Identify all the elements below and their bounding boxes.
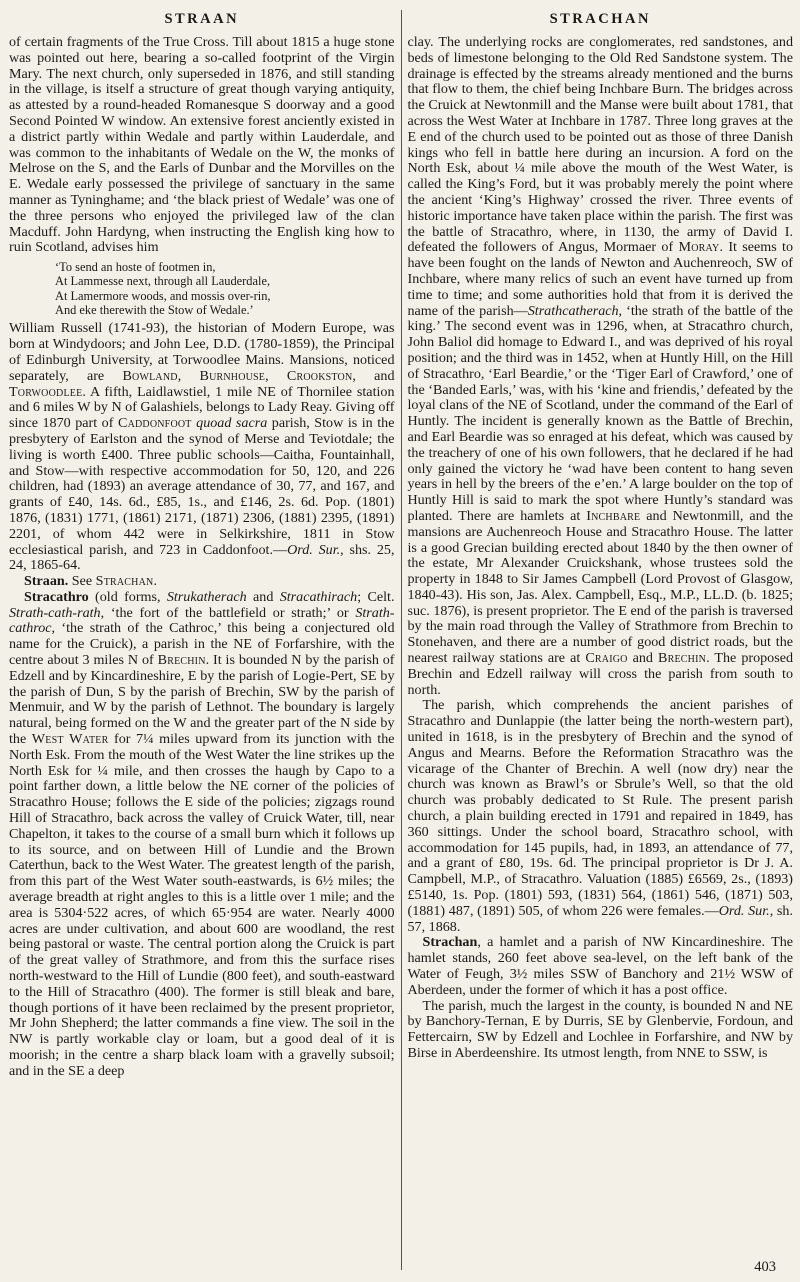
strachan-parish-paragraph	[408, 999, 794, 1062]
text-segment: See	[68, 573, 96, 590]
entry-strachan	[408, 935, 794, 998]
text-segment: Strukatherach	[166, 588, 247, 605]
text-segment: Stracathirach	[279, 588, 358, 605]
text-segment: Strath-cath-rath	[9, 604, 101, 621]
cross-reference: Brechin	[157, 652, 206, 669]
text-segment: ,	[265, 367, 287, 384]
stow-continuation-paragraph	[9, 35, 395, 256]
text-segment: and	[627, 650, 659, 667]
text-segment: , a hamlet and a parish of NW Kincardineshire. The hamlet stands, 260 feet above sea-level, on the left bank of the Water of Feugh, 3½ miles SSW of Banchory and 21½ WSW of Aberdeen, under the former of which it has a post office.	[407, 934, 793, 998]
cross-reference: West Water	[31, 731, 109, 748]
verse-line: At Lamermore woods, and mossis over-rin,	[55, 288, 271, 303]
entry-stracathro	[9, 590, 395, 1080]
text-segment: , sh. 57, 1868.	[407, 902, 793, 935]
verse-line: At Lammesse next, through all Lauderdale,	[55, 274, 271, 289]
cross-reference: Crookston	[286, 367, 353, 384]
cross-reference: Inchbare	[586, 507, 641, 524]
right-column-running-head: STRACHAN	[549, 11, 651, 27]
text-segment: , ‘the strath of the Cathroc,’ this being a conjectured old name for the Cruick), a parish in the NE of Forfarshire, with the centre about 3 miles N of	[9, 620, 395, 669]
text-segment: William Russell (1741-93), the historian of Modern Europe, was born at Windydoors; and John Lee, D.D. (1780-1859), the Principal of Edinburgh University, at Torwoodlee Mains. Mansions, noticed separately, are	[9, 320, 395, 384]
cross-reference: Strachan	[95, 573, 154, 590]
text-segment: ; Celt.	[357, 588, 395, 605]
stracathro-continuation-paragraph	[408, 35, 794, 698]
column-divider-rule	[401, 10, 402, 1270]
text-segment: for 7¼ miles upward from its junction with the North Esk. From the mouth of the West Water the line strikes up the North Esk for ¼ mile, and then crosses the haugh by Capo to a point farther down, a little below the NE corner of the policies of Stracathro House; follows the E side of the policies; zigzags round Hill of Stracathro, back across the valley of Cruick Water, till, near Chapelton, it takes to the course of a small burn which it follows up to its source, and on between Hill of Lundie and the Brown Caterthun, back to the West Water. The greatest length of the parish, from this part of the West Water south-eastwards, is 6½ miles; the average breadth at right angles to this is a little over 1 mile; and the area is 5304·522 acres, of which 65·954 are water. Nearly 4000 acres are under cultivation, and about 600 are woodland, the rest being pastoral or waste. The central portion along the Cruick is part of the great valley of Strathmore, and from this the surface rises north-westward to the Hill of Lundie (800 feet), and south-eastward to the Hill of Stracathro (400). The former is still bleak and bare, though portions of it have been reclaimed by the present proprietor, Mr John Shepherd; the latter commands a fine view. The soil in the NW is partly workable clay or loam, but a good deal of it is moorish; in the centre a sharp black loam with a gravelly subsoil; and in the SE a deep	[9, 731, 395, 1079]
text-segment: , and	[352, 367, 395, 384]
left-column	[9, 9, 395, 1080]
text-segment: , ‘the fort of the battlefield or strath;’ or	[100, 604, 356, 621]
entry-lead-word: Straan.	[24, 573, 69, 590]
text-segment: clay. The underlying rocks are conglomerates, red sandstones, and beds of limestone belonging to the Old Red Sandstone system. The drainage is effected by the streams already mentioned and the burns that flow to them, the chief being Inchbare Burn. The bridges across the Cruick at Newtonmill and the Manse were built about 1781, that across the West Water at Inchbare in 1787. Three long graves at the E end of the church used to be pointed out as those of three Danish kings who fell in battle here during an incursion. A ford on the North Esk, about ¼ mile above the mouth of the West Water, is called the King’s Ford, but it was probably merely the point where the ancient ‘King’s Highway’ crossed the river. Three events of historic importance have taken place within the parish. The first was the battle of Stracathro, where, in 1130, the army of David I. defeated the followers of Angus, Mormaer of	[407, 34, 793, 256]
text-segment: (old forms,	[88, 588, 167, 605]
cross-reference: Brechin	[658, 650, 707, 667]
cross-reference: Moray	[678, 239, 720, 256]
text-segment: The parish, which comprehends the ancient parishes of Stracathro and Dunlappie (the latter being the north-western part), united in 1618, is in the presbytery of Brechin and the synod of Angus and Mearns. Before the Reformation Stracathro was the vicarage of the Chanter of Brechin. A well (now dry) near the church was known as Brawl’s or Sbrule’s Well, so that the old church was probably dedicated to St Rule. The present parish church, a plain building erected in 1791 and repaired in 1849, has 360 sittings. Under the school board, Stracathro school, with accommodation for 145 pupils, had, in 1893, an attendance of 77, and a grant of £80, 19s. 6d. The principal proprietor is Dr J. A. Campbell, M.P., of Stracathro. Valuation (1885) £6569, 2s., (1893) £5140, 1s. Pop. (1801) 593, (1831) 564, (1861) 546, (1871) 503, (1881) 487, (1891) 505, of whom 226 were females.—	[407, 697, 793, 919]
page-number: 403	[754, 1259, 776, 1275]
text-segment: Ord. Sur.	[718, 902, 770, 919]
text-segment: quoad sacra	[196, 415, 268, 432]
text-segment: of certain fragments of the True Cross. Till about 1815 a huge stone was pointed out here, bearing a so-called footprint of the Virgin Mary. The next church, only superseded in 1876, and still standing in the village, is itself a structure of great though varying antiquity, as attested by a round-headed Romanesque S doorway and a good Second Pointed W window. An extensive forest anciently existed in a district partly within Wedale and partly within Lauderdale, and was common to the inhabitants of Wedale on the W, the monks of Melrose on the S, and the Earls of Dunbar and the Morvilles on the E. Wedale early possessed the privilege of sanctuary in the same manner as Tyninghame; and ‘the black priest of Wedale’ was one of the three persons who enjoyed the privileged law of the clan Macduff. John Hardyng, when instructing the English king how to ruin Scotland, advises him	[9, 34, 395, 256]
text-segment: Ord. Sur.	[287, 541, 341, 558]
entry-straan	[9, 574, 395, 590]
text-segment: , shs. 25, 24, 1865-64.	[9, 541, 395, 574]
cross-reference: Torwoodlee	[9, 383, 83, 400]
stracathro-parish-paragraph	[408, 698, 794, 935]
cross-reference: Caddonfoot	[117, 415, 192, 432]
text-segment: . It is bounded N by the parish of Edzell and by Kincardineshire, E by the parish of Logie-Pert, SE by the parish of Dun, S by the parish of Brechin, SW by the parish of Menmuir, and W by the parish of Lethnot. The boundary is largely natural, being formed on the W and the greater part of the N side by the	[9, 652, 395, 748]
text-segment: . The proposed Brechin and Edzell railway will cross the parish from south to north.	[407, 650, 793, 698]
entry-lead-word: Stracathro	[24, 588, 89, 605]
cross-reference: Burnhouse	[199, 367, 266, 384]
text-segment: . It seems to have been fought on the lands of Newton and Auchenreoch, SW of Inchbare, where many relics of such an event have turned up from time to time; and some authorities hold that from it is derived the name of the parish—	[407, 239, 793, 319]
stow-statistics-paragraph	[9, 321, 395, 574]
text-segment: parish, Stow is in the presbytery of Earlston and the synod of Merse and Teviotdale; the living is worth £400. Three public schools—Caitha, Fountainhall, and Stow—with respective accommodation for 50, 120, and 226 children, had (1893) an average attendance of 30, 77, and 167, and grants of £40, 14s. 6d., £85, 1s., and £146, 2s. 6d. Pop. (1801) 1876, (1831) 1771, (1861) 2171, (1871) 2306, (1881) 2395, (1891) 2201, of whom 442 were in Selkirkshire, 1811 in Stow ecclesiastical parish, and 723 in Caddonfoot.—	[9, 415, 395, 558]
text-segment: and Newtonmill, and the mansions are Auchenreoch House and Stracathro House. The latter is a good Grecian building erected about 1840 by the then owner of the estate, Mr Alexander Cruickshank, whose trustees sold the property in 1848 to Sir James Campbell (Lord Provost of Glasgow, 1840-43). His son, Jas. Alex. Campbell, Esq., M.P., LL.D. (b. 1825; suc. 1876), is present proprietor. The E end of the parish is traversed by the main road through the Valley of Strathmore from Brechin to Stonehaven, and there are a number of good district roads, but the nearest railway stations are at	[407, 507, 793, 667]
text-segment: . A fifth, Laidlawstiel, 1 mile NE of Thornilee station and 6 miles W by N of Galashiels, belongs to Lady Reay. Giving off since 1870 part of	[9, 383, 395, 432]
verse-line: ‘To send an hoste of footmen in,	[55, 260, 216, 275]
text-segment: .	[153, 573, 157, 590]
verse-line: And eke therewith the Stow of Wedale.’	[55, 303, 254, 318]
text-segment: Strath-cathroc	[9, 604, 395, 637]
cross-reference: Bowland	[122, 367, 178, 384]
text-segment: and	[246, 588, 280, 605]
right-column	[408, 9, 794, 1080]
left-column-running-head: STRAAN	[164, 11, 240, 27]
text-segment: Strathcatherach	[527, 302, 619, 319]
text-segment: ,	[177, 367, 200, 384]
text-segment: , ‘the strath of the battle of the king.’ The second event was in 1296, when, at Stracathro church, John Baliol did homage to Edward I., and was deprived of his royal position; and the third was in 1452, when at Huntly Hill, on the Hill of Stracathro, ‘Earl Beardie,’ or the ‘Tiger Earl of Crawford,’ one of the ‘Banded Earls,’ was, with his ‘kine and friendis,’ defeated by the loyal clans of the NE of Scotland, under the command of the Earl of Huntly. The incident is generally known as the Battle of Brechin, and Earl Beardie was so enraged at his defeat, which was caused by the treachery of one of his own followers, that he declared if he had only gained the victory he ‘wad have been content to hang seven years in hell by the breers of the e’en.’ A large boulder on the top of Huntly Hill is said to mark the spot where Huntly’s standard was planted. There are hamlets at	[407, 302, 793, 524]
verse-quote	[55, 260, 395, 317]
entry-lead-word: Strachan	[422, 934, 478, 951]
cross-reference: Craigo	[585, 650, 628, 667]
text-segment: The parish, much the largest in the county, is bounded N and NE by Banchory-Ternan, E by Durris, SE by Glenbervie, Fordoun, and Fettercairn, SW by Edzell and Lochlee in Forfarshire, and NW by Birse in Aberdeenshire. Its utmost length, from NNE to SSW, is	[407, 997, 793, 1061]
